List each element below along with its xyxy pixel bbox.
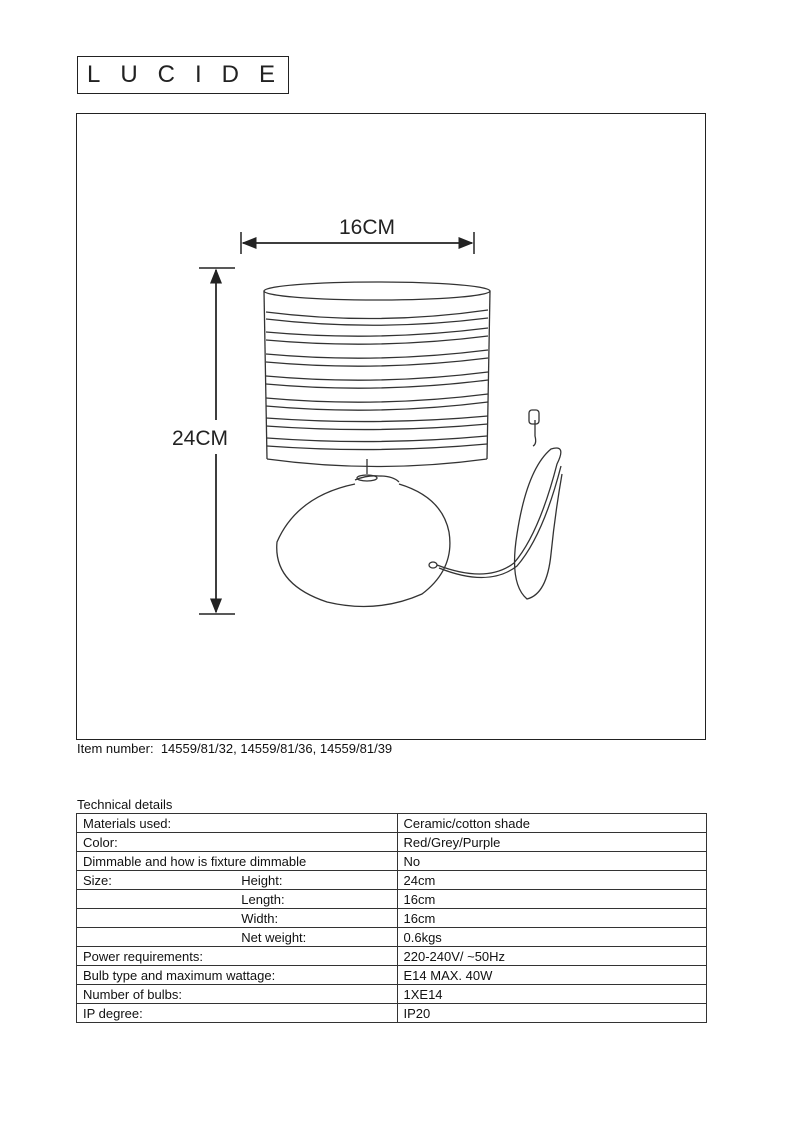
spec-label <box>77 928 236 947</box>
item-number-label: Item number: <box>77 741 154 756</box>
item-number-line <box>77 741 392 756</box>
spec-value: No <box>397 852 707 871</box>
spec-row <box>77 947 707 966</box>
spec-sublabel: Height: <box>235 871 397 890</box>
spec-value: 1XE14 <box>397 985 707 1004</box>
spec-label: Size: <box>77 871 236 890</box>
spec-row <box>77 890 707 909</box>
spec-row <box>77 814 707 833</box>
height-dimension <box>165 268 235 614</box>
spec-value: IP20 <box>397 1004 707 1023</box>
lamp-shade <box>264 282 490 467</box>
width-dimension <box>241 216 474 254</box>
spec-row <box>77 909 707 928</box>
spec-sublabel: Width: <box>235 909 397 928</box>
spec-value: 0.6kgs <box>397 928 707 947</box>
spec-label: Dimmable and how is fixture dimmable <box>77 852 398 871</box>
lamp-drawing-svg <box>77 114 707 741</box>
spec-label: Materials used: <box>77 814 398 833</box>
technical-drawing <box>76 113 706 740</box>
spec-label: IP degree: <box>77 1004 398 1023</box>
spec-label: Bulb type and maximum wattage: <box>77 966 398 985</box>
item-number-values: 14559/81/32, 14559/81/36, 14559/81/39 <box>160 741 393 756</box>
lamp-base <box>277 459 450 607</box>
spec-row <box>77 985 707 1004</box>
spec-value: 16cm <box>397 890 707 909</box>
spec-value: 24cm <box>397 871 707 890</box>
technical-details-title: Technical details <box>77 797 173 812</box>
spec-label: Power requirements: <box>77 947 398 966</box>
spec-label <box>77 890 236 909</box>
technical-details-table <box>76 813 707 1023</box>
spec-row <box>77 871 707 890</box>
spec-label: Color: <box>77 833 398 852</box>
spec-value: Red/Grey/Purple <box>397 833 707 852</box>
spec-value: Ceramic/cotton shade <box>397 814 707 833</box>
height-label: 24CM <box>171 427 229 450</box>
spec-label <box>77 909 236 928</box>
spec-row <box>77 928 707 947</box>
spec-row <box>77 1004 707 1023</box>
spec-value: E14 MAX. 40W <box>397 966 707 985</box>
spec-row <box>77 833 707 852</box>
spec-value: 220-240V/ ~50Hz <box>397 947 707 966</box>
spec-label: Number of bulbs: <box>77 985 398 1004</box>
spec-sublabel: Length: <box>235 890 397 909</box>
brand-logo-text: LUCIDE <box>86 61 296 88</box>
spec-value: 16cm <box>397 909 707 928</box>
brand-logo <box>77 56 296 94</box>
spec-row <box>77 852 707 871</box>
spec-row <box>77 966 707 985</box>
width-label: 16CM <box>338 216 396 239</box>
spec-sublabel: Net weight: <box>235 928 397 947</box>
